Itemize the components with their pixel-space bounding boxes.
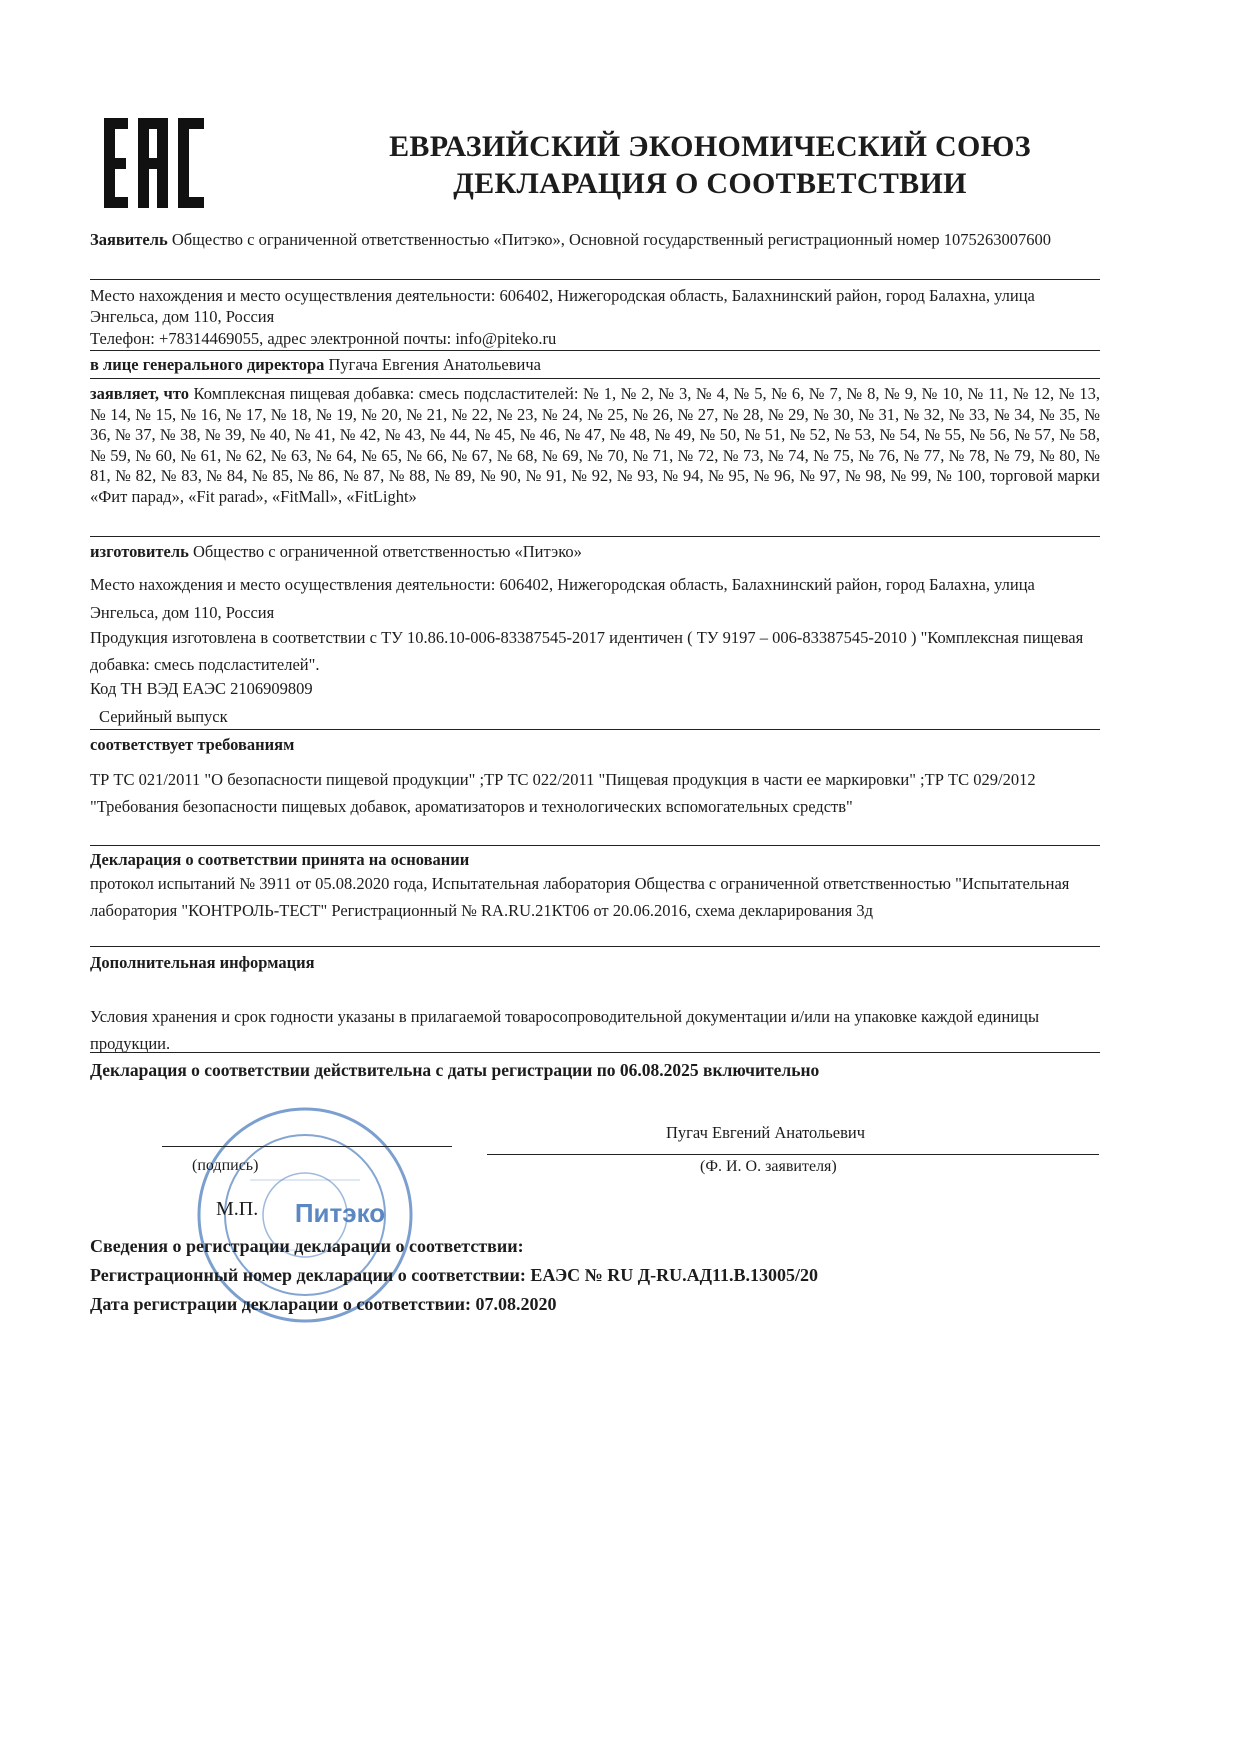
- validity-text: Декларация о соответствии действительна с даты регистрации по 06.08.2025 включительно: [90, 1060, 820, 1080]
- representative-label: в лице генерального директора: [90, 355, 325, 374]
- serial-production: Серийный выпуск: [99, 707, 228, 726]
- registration-number: Регистрационный номер декларации о соответствии: ЕАЭС № RU Д-RU.АД11.В.13005/20: [90, 1265, 819, 1285]
- applicant-address: Место нахождения и место осуществления деятельности: 606402, Нижегородская область, Балахнинский район, город Балахна, улица Энгельса, дом 110, Россия: [90, 286, 1035, 326]
- basis-text: протокол испытаний № 3911 от 05.08.2020 года, Испытательная лаборатория Общества с ограниченной ответственностью "Испытательная лаборатория "КОНТРОЛЬ-ТЕСТ" Регистрационный № RA.RU.21КТ06 от 20.06.2016, схема декларирования 3д: [90, 874, 1070, 920]
- requirements-label: [90, 734, 1100, 755]
- registration-date: Дата регистрации декларации о соответствии: 07.08.2020: [90, 1294, 557, 1314]
- manufacturer-section: [90, 541, 1100, 562]
- requirements-text: ТР ТС 021/2011 "О безопасности пищевой продукции" ;ТР ТС 022/2011 "Пищевая продукция в части ее маркировки" ;ТР ТС 029/2012 "Требования безопасности пищевых добавок, ароматизаторов и технологических вспомогательных средств": [90, 770, 1036, 816]
- divider: [90, 536, 1100, 537]
- signature-line: [162, 1146, 452, 1147]
- divider: [90, 1052, 1100, 1053]
- applicant-label: Заявитель: [90, 230, 168, 249]
- requirements-heading: соответствует требованиям: [90, 735, 295, 754]
- title-line-declaration: ДЕКЛАРАЦИЯ О СООТВЕТСТВИИ: [453, 167, 967, 200]
- additional-text: Условия хранения и срок годности указаны в прилагаемой товаросопроводительной документации и/или на упаковке каждой единицы продукции.: [90, 1007, 1040, 1053]
- eac-mark-icon: [102, 110, 206, 216]
- additional-heading: Дополнительная информация: [90, 953, 315, 972]
- registration-title: Сведения о регистрации декларации о соответствии:: [90, 1236, 524, 1256]
- seal-place-label: М.П.: [216, 1198, 259, 1220]
- divider: [90, 350, 1100, 351]
- manufacturer-address: Место нахождения и место осуществления деятельности: 606402, Нижегородская область, Балахнинский район, город Балахна, улица Энгельса, дом 110, Россия: [90, 575, 1035, 622]
- basis-label: [90, 849, 1100, 870]
- declares-label: заявляет, что: [90, 384, 189, 403]
- divider: [90, 279, 1100, 280]
- declares-text: Комплексная пищевая добавка: смесь подсластителей: № 1, № 2, № 3, № 4, № 5, № 6, № 7, № 8, № 9, № 10, № 11, № 12, № 13, № 14, № 15, № 16, № 17, № 18, № 19, № 20, № 21, № 22, № 23, № 24, № 25, № 26, № 27, № 28, № 29, № 30, № 31, № 32, № 33, № 34, № 35, № 36, № 37, № 38, № 39, № 40, № 41, № 42, № 43, № 44, № 45, № 46, № 47, № 48, № 49, № 50, № 51, № 52, № 53, № 54, № 55, № 56, № 57, № 58, № 59, № 60, № 61, № 62, № 63, № 64, № 65, № 66, № 67, № 68, № 69, № 70, № 71, № 72, № 73, № 74, № 75, № 76, № 77, № 78, № 79, № 80, № 81, № 82, № 83, № 84, № 85, № 86, № 87, № 88, № 89, № 90, № 91, № 92, № 93, № 94, № 95, № 96, № 97, № 98, № 99, № 100, торговой марки «Фит парад», «Fit parad», «FitMall», «FitLight»: [90, 384, 1101, 506]
- manufacturer-text: Общество с ограниченной ответственностью «Питэко»: [192, 542, 582, 561]
- title-line-union: ЕВРАЗИЙСКИЙ ЭКОНОМИЧЕСКИЙ СОЮЗ: [389, 130, 1031, 163]
- production-standard: Продукция изготовлена в соответствии с ТУ 10.86.10-006-83387545-2017 идентичен ( ТУ 9197 – 006-83387545-2010 ) "Комплексная пищевая добавка: смесь подсластителей".: [90, 628, 1084, 674]
- divider: [90, 378, 1100, 379]
- seal-company-name: Питэко: [294, 1198, 386, 1228]
- signature-caption: (подпись): [192, 1157, 259, 1174]
- applicant-text: Общество с ограниченной ответственностью «Питэко», Основной государственный регистрационный номер 1075263007600: [171, 230, 1052, 249]
- representative: [90, 354, 1100, 375]
- manufacturer-label: изготовитель: [90, 542, 189, 561]
- basis-heading: Декларация о соответствии принята на основании: [90, 850, 470, 869]
- divider: [90, 946, 1100, 947]
- applicant-full-name: Пугач Евгений Анатольевич: [666, 1123, 866, 1142]
- representative-name: Пугача Евгения Анатольевича: [328, 355, 541, 374]
- full-name-caption: (Ф. И. О. заявителя): [700, 1158, 837, 1175]
- divider: [90, 845, 1100, 846]
- validity-line: [90, 1060, 1100, 1081]
- hs-code: Код ТН ВЭД ЕАЭС 2106909809: [90, 679, 313, 698]
- declares-section: [90, 384, 1100, 508]
- additional-label: [90, 952, 1100, 973]
- applicant-contacts: Телефон: +78314469055, адрес электронной почты: info@piteko.ru: [90, 329, 557, 348]
- applicant-section: [90, 229, 1100, 250]
- document-title: [300, 128, 1120, 202]
- name-line: [487, 1154, 1099, 1155]
- divider: [90, 729, 1100, 730]
